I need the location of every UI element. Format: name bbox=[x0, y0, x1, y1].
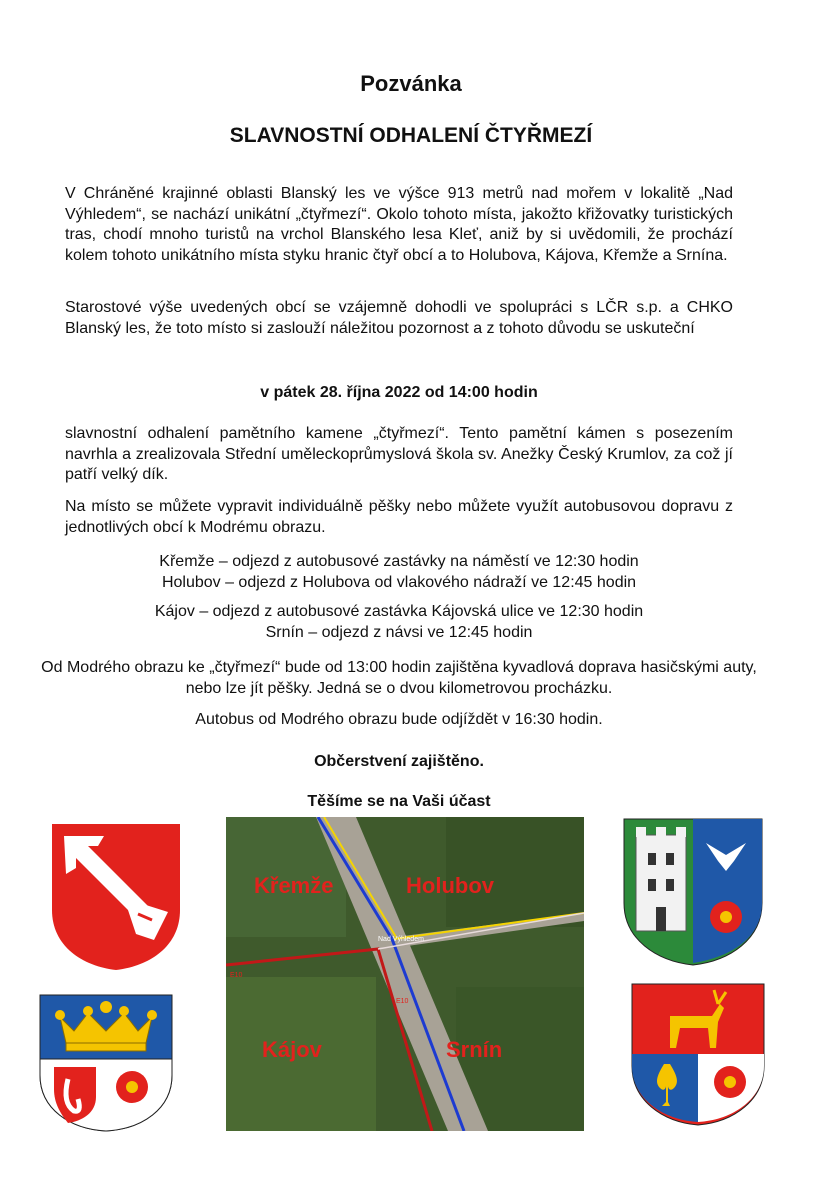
invitation-title: Pozvánka bbox=[360, 71, 462, 96]
bus-line-srnin: Srnín – odjezd z návsi ve 12:45 hodin bbox=[265, 623, 533, 641]
map-label-srnin: Srnín bbox=[446, 1037, 503, 1062]
bus-line-kajov: Kájov – odjezd z autobusové zastávka Kájovská ulice ve 12:30 hodin bbox=[154, 603, 644, 620]
return-bus-line: Autobus od Modrého obrazu bude odjíždět v 16:30 hodin. bbox=[195, 711, 603, 728]
event-date: v pátek 28. října 2022 od 14:00 hodin bbox=[260, 384, 538, 401]
kremze-coat-of-arms bbox=[50, 822, 182, 972]
bus-schedule-group-1 bbox=[40, 552, 758, 593]
bus-schedule-group-2 bbox=[40, 602, 758, 643]
closing-line: Těšíme se na Vaši účast bbox=[307, 793, 491, 810]
map-label-kajov: Kájov bbox=[262, 1037, 322, 1062]
refreshments-note: Občerstvení zajištěno. bbox=[314, 753, 484, 770]
intro-paragraph: V Chráněné krajinné oblasti Blanský les ve výšce 913 metrů nad mořem v lokalitě „Nad Výhledem“, se nachází unikátní „čtyřmezí“. Okolo tohoto místa, jakožto křižovatky turistických tras, chodí mnoho turistů na vrchol Blanského lesa Kleť, aniž by si uvědomili, že prochází kolem tohoto unikátního místa styku hranic čtyř obcí a to Holubova, Kájova, Křemže a Srnína. bbox=[65, 185, 733, 264]
four-borders-map bbox=[226, 817, 584, 1131]
unveiling-paragraph: slavnostní odhalení pamětního kamene „čtyřmezí“. Tento pamětní kámen s posezením navrhla a zrealizovala Střední uměleckoprůmyslová škola sv. Anežky Český Krumlov, za což jí patří velký dík. bbox=[65, 425, 733, 483]
shuttle-paragraph: Od Modrého obrazu ke „čtyřmezí“ bude od 13:00 hodin zajištěna kyvadlová doprava hasičskými auty, nebo lze jít pěšky. Jedná se o dvou kilometrovou procházku. bbox=[41, 659, 757, 697]
map-label-kremze: Křemže bbox=[254, 873, 334, 898]
map-label-holubov: Holubov bbox=[406, 873, 494, 898]
bus-line-kremze: Křemže – odjezd z autobusové zastávky na náměstí ve 12:30 hodin bbox=[159, 553, 639, 570]
map-route-label-right: E10 bbox=[396, 998, 409, 1005]
map-place-label: Nad Výhledem bbox=[378, 936, 424, 943]
agreement-paragraph: Starostové výše uvedených obcí se vzájemně dohodli ve spolupráci s LČR s.p. a CHKO Blanský les, že toto místo si zaslouží náležitou pozornost a z tohoto důvodu se uskuteční bbox=[65, 299, 733, 337]
kajov-coat-of-arms bbox=[38, 993, 174, 1133]
holubov-coat-of-arms bbox=[622, 817, 764, 967]
travel-paragraph: Na místo se můžete vypravit individuálně pěšky nebo můžete využít autobusovou dopravu z jednotlivých obcí k Modrému obrazu. bbox=[65, 498, 733, 536]
event-heading: SLAVNOSTNÍ ODHALENÍ ČTYŘMEZÍ bbox=[229, 124, 593, 147]
bus-line-holubov: Holubov – odjezd z Holubova od vlakového nádraží ve 12:45 hodin bbox=[161, 573, 637, 591]
map-route-label-left: E10 bbox=[230, 972, 243, 979]
srnin-coat-of-arms bbox=[630, 982, 766, 1127]
